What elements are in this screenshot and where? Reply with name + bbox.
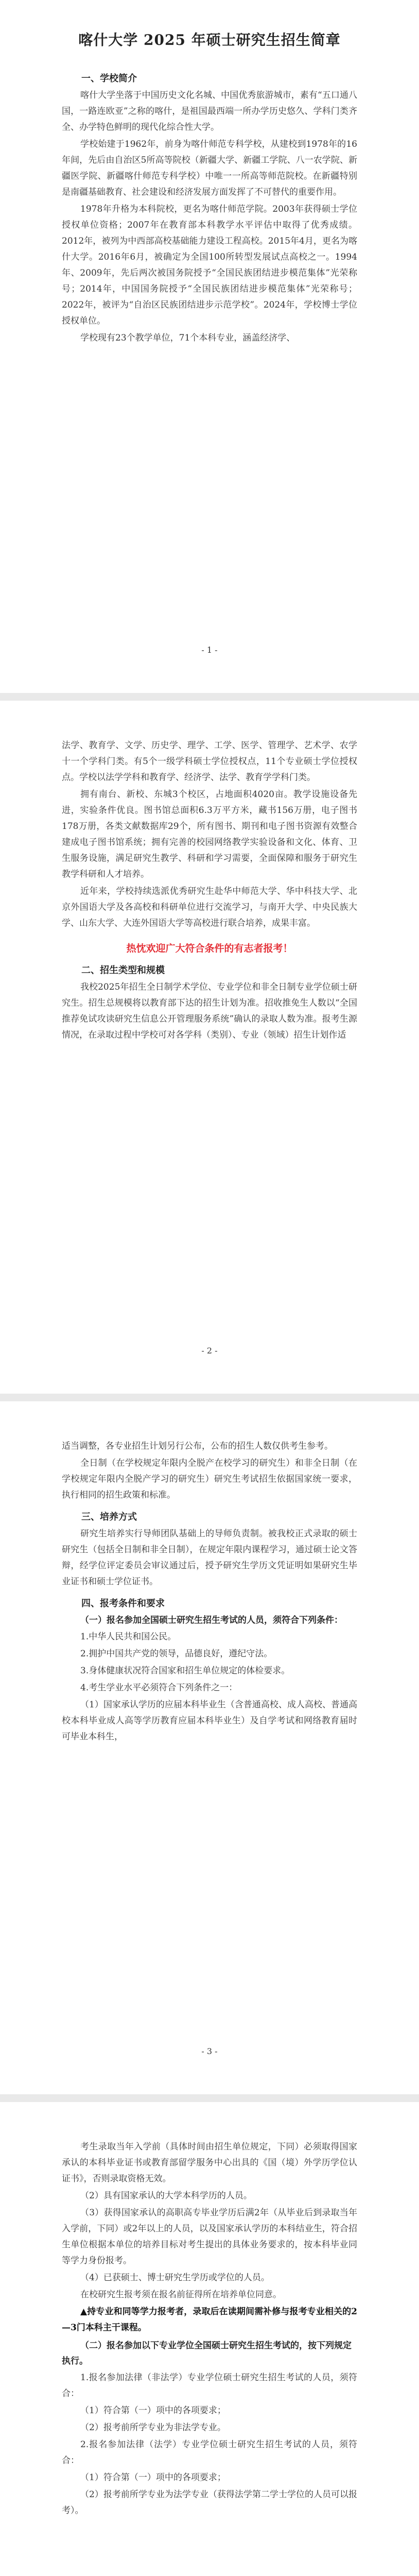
condition-item: 2.拥护中国共产党的领导，品德良好，遵纪守法。: [80, 1649, 273, 1659]
bold-note: ▲持专业和同等学力报考者，录取后在读期间需补修与报考专业相关的2—3门本科主干课程。: [62, 2307, 357, 2333]
section-heading-school-intro: 一、学校简介: [81, 73, 137, 84]
paragraph: 全日制（在学校规定年限内全脱产在校学习的研究生）和非全日制（在学校规定年限内全脱产学习的研究生）研究生考试招生依据国家统一要求，执行相同的招生政策和标准。: [62, 1458, 357, 1500]
page-number: - 3 -: [201, 2046, 218, 2056]
paragraph: 适当调整，各专业招生计划另行公布，公布的招生人数仅供考生参考。: [62, 1441, 333, 1451]
paragraph: 拥有南台、新校、东城3个校区，占地面积4020亩。教学设施设备先进，实验条件优良。图书馆总面积6.3万平方米，藏书156万册，电子图书178万册，各类文献数据库29个，所有图书、期刊和电子图书资源有效整合建成电子图书馆系统；拥有完善的校园网络教学实验设备和文化、体育、卫生服务设施，满足研究生教学、科研和学习需要，全面保障和服务于研究生教学科研和人才培养。: [62, 789, 357, 879]
condition-item: 1.报名参加法律（非法学）专业学位硕士研究生招生考试的人员，须符合：: [62, 2372, 357, 2399]
paragraph: 考生录取当年入学前（具体时间由招生单位规定，下同）必须取得国家承认的本科毕业证书或教育部留学服务中心出具的《国（境）外学历学位认证书》，否则录取资格无效。: [62, 2142, 357, 2184]
paragraph: 学校现有23个教学单位，71个本科专业，涵盖经济学、: [80, 333, 295, 343]
condition-item: （2）报考前所学专业为法学专业（获得法学第二学士学位的人员可以报考）。: [62, 2489, 357, 2516]
section-heading-training: 三、培养方式: [81, 1512, 137, 1522]
page-1: [0, 0, 419, 693]
condition-item: （3）获得国家承认的高职高专毕业学历后满2年（从毕业后到录取当年入学前，下同）或2年以上的人员，以及国家承认学历的本科结业生，符合招生单位根据本单位的培养目标对考生提出的具体业务要求的，按本科毕业同等学力身份报考。: [62, 2208, 357, 2266]
section-heading-requirements: 四、报考条件和要求: [81, 1598, 165, 1609]
page-3: [0, 1401, 419, 2094]
condition-item: （4）已获硕士、博士研究生学历或学位的人员。: [80, 2273, 270, 2283]
condition-item: 3.身体健康状况符合国家和招生单位规定的体检要求。: [80, 1666, 290, 1676]
condition-item: （1）符合第（一）项中的各项要求；: [80, 2472, 226, 2483]
paragraph: 在校研究生报考须在报名前征得所在培养单位同意。: [80, 2290, 282, 2300]
subsection-heading: （一）报名参加全国硕士研究生招生考试的人员，须符合下列条件：: [80, 1615, 343, 1625]
condition-item: 1.中华人民共和国公民。: [80, 1632, 177, 1642]
paragraph: 喀什大学坐落于中国历史文化名城、中国优秀旅游城市，素有“五口通八国，一路连欧亚”之称的喀什，是祖国最西端一所办学历史悠久、学科门类齐全、办学特色鲜明的现代化综合性大学。: [62, 90, 357, 132]
paragraph: 研究生培养实行导师团队基础上的导师负责制。被我校正式录取的硕士研究生（包括全日制和非全日制），在规定年限内课程学习，通过硕士论文答辩，经学位评定委员会审议通过后，授予研究生学历文凭证明如果研究生毕业证书和硕士学位证书。: [62, 1529, 357, 1587]
page-number: - 1 -: [201, 645, 218, 655]
page-4: [0, 2102, 419, 2576]
subsection-heading: （二）报名参加以下专业学位全国硕士研究生招生考试的，按下列规定执行。: [62, 2341, 352, 2366]
paragraph: 我校2025年招生全日制学术学位、专业学位和非全日制专业学位硕士研究生。招生总规模将以教育部下达的招生计划为准。招收推免生人数以“全国推荐免试攻读研究生信息公开管理服务系统”确认的录取人数为准。报考生源情况，在录取过程中学校可对各学科（类别）、专业（领域）招生计划作适: [62, 982, 357, 1040]
condition-item: （1）国家承认学历的应届本科毕业生（含普通高校、成人高校、普通高校本科毕业成人高等学历教育应届本科毕业生）及自学考试和网络教育届时可毕业本科生，: [62, 1700, 357, 1742]
condition-item: 2.报名参加法律（法学）专业学位硕士研究生招生考试的人员，须符合：: [62, 2439, 357, 2466]
paragraph: 1978年升格为本科院校，更名为喀什师范学院。2003年获得硕士学位授权单位资格；2007年在教育部本科教学水平评估中取得了优秀成绩。2012年，被列为中西部高校基础能力建设工程高校。2015年4月，更名为喀什大学。2016年6月，被确定为全国100所转型发展试点高校之一。1994年、2009年，先后两次被国务院授予“全国民族团结进步模范集体”光荣称号；2014年，中国国务院授予“全国民族团结进步模范集体”光荣称号；2022年，被评为“自治区民族团结进步示范学校”。2024年，学校博士学位授权单位。: [62, 204, 357, 326]
welcome-banner: 热忱欢迎广大符合条件的有志者报考！: [126, 943, 293, 954]
condition-item: （2）报考前所学专业为非法学专业。: [80, 2422, 226, 2433]
paragraph: 法学、教育学、文学、历史学、理学、工学、医学、管理学、艺术学、农学十一个学科门类。有5个一级学科硕士学位授权点，11个专业硕士学位授权点。学校以法学学科和教育学、经济学、法学、教育学学科门类。: [62, 740, 357, 783]
section-heading-enrollment-type: 二、招生类型和规模: [81, 965, 165, 976]
paragraph: 近年来，学校持续选派优秀研究生赴华中师范大学、华中科技大学、北京外国语大学及各高校和科研单位进行交流学习，与南开大学、中央民族大学、山东大学、大连外国语大学等高校进行联合培养，成果丰富。: [62, 886, 357, 928]
paragraph: 学校始建于1962年，前身为喀什师范专科学校，从建校到1978年的16年间，先后由自治区5所高等院校（新疆大学、新疆工学院、八一农学院、新疆医学院、新疆喀什师范专科学校）中唯一一所高等师范院校。在新疆特别是南疆基础教育、社会建设和经济发展方面发挥了不可替代的重要作用。: [62, 139, 357, 197]
condition-item: （1）符合第（一）项中的各项要求；: [80, 2405, 226, 2416]
document-title: 喀什大学 2025 年硕士研究生招生简章: [78, 31, 341, 48]
condition-item: 4.考生学业水平必须符合下列条件之一：: [80, 1683, 238, 1693]
condition-item: （2）具有国家承认的大学本科学历的人员。: [80, 2191, 252, 2201]
page-number: - 2 -: [201, 1346, 218, 1355]
page-2: [0, 701, 419, 1394]
